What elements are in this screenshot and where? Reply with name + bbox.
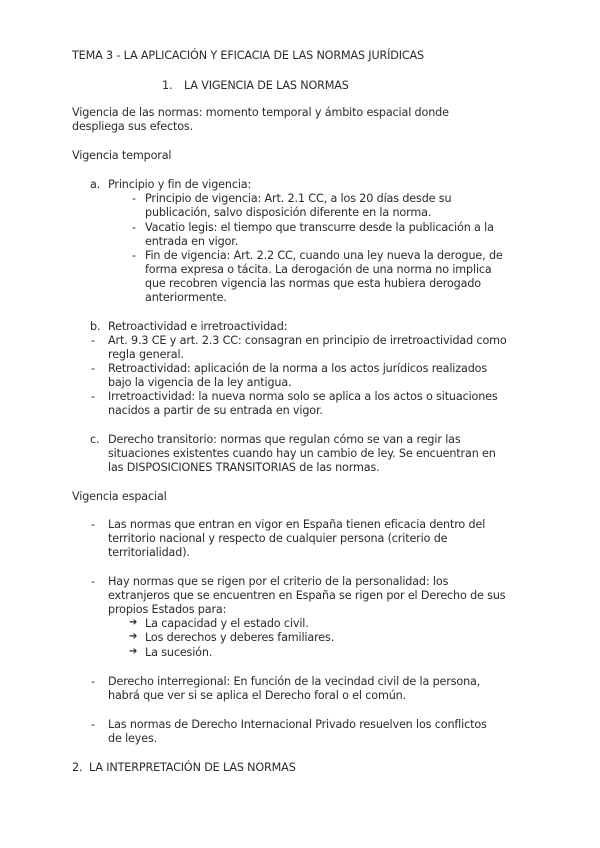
list-item-line: extranjeros que se encuentren en España se rigen por el Derecho de sus	[108, 589, 506, 602]
list-item-line: bajo la vigencia de la ley antigua.	[108, 376, 292, 389]
intro-line: Vigencia de las normas: momento temporal y ámbito espacial donde	[72, 106, 449, 119]
vigencia-temporal-heading: Vigencia temporal	[72, 149, 172, 162]
list-item-line: Art. 9.3 CE y art. 2.3 CC: consagran en principio de irretroactividad como	[108, 334, 507, 347]
arrow-bullet-icon: ➔	[129, 646, 138, 657]
list-item-line: Retroactividad: aplicación de la norma a los actos jurídicos realizados	[108, 362, 488, 375]
list-item-line: propios Estados para:	[108, 603, 227, 616]
list-item-line: Fin de vigencia: Art. 2.2 CC, cuando una ley nueva la derogue, de	[145, 249, 503, 262]
subsection-c-line: Derecho transitorio: normas que regulan cómo se van a regir las	[108, 433, 461, 446]
section-1-heading: LA VIGENCIA DE LAS NORMAS	[184, 79, 349, 92]
arrow-bullet-icon: ➔	[129, 631, 138, 642]
list-item-line: publicación, salvo disposición diferente en la norma.	[145, 206, 432, 219]
arrow-bullet-icon: ➔	[129, 617, 138, 628]
list-item-line: Las normas de Derecho Internacional Privado resuelven los conflictos	[108, 718, 487, 731]
list-item-line: de leyes.	[108, 732, 158, 745]
bullet-dash: -	[91, 575, 95, 588]
list-item-line: Las normas que entran en vigor en España tienen eficacia dentro del	[108, 518, 486, 531]
bullet-dash: -	[91, 362, 95, 375]
list-marker-a: a.	[90, 178, 101, 191]
list-item-line: territorialidad).	[108, 546, 190, 559]
list-item-line: Derecho interregional: En función de la vecindad civil de la persona,	[108, 675, 481, 688]
list-item-line: regla general.	[108, 348, 184, 361]
list-marker-b: b.	[90, 320, 101, 333]
sub-list-item: La sucesión.	[145, 646, 213, 659]
bullet-dash: -	[132, 192, 136, 205]
list-item-line: territorio nacional y respecto de cualquier persona (criterio de	[108, 532, 448, 545]
document-title: TEMA 3 - LA APLICACIÓN Y EFICACIA DE LAS NORMAS JURÍDICAS	[72, 49, 424, 62]
section-2-number: 2.	[72, 761, 83, 774]
bullet-dash: -	[91, 390, 95, 403]
list-item-line: anteriormente.	[145, 291, 227, 304]
list-item-line: entrada en vigor.	[145, 235, 239, 248]
subsection-c-line: las DISPOSICIONES TRANSITORIAS de las normas.	[108, 461, 380, 474]
list-item-line: habrá que ver si se aplica el Derecho foral o el común.	[108, 689, 407, 702]
bullet-dash: -	[91, 518, 95, 531]
bullet-dash: -	[91, 718, 95, 731]
list-item-line: forma expresa o tácita. La derogación de una norma no implica	[145, 263, 492, 276]
list-item-line: Hay normas que se rigen por el criterio de la personalidad: los	[108, 575, 449, 588]
bullet-dash: -	[91, 675, 95, 688]
list-marker-c: c.	[90, 433, 100, 446]
bullet-dash: -	[132, 249, 136, 262]
list-item-line: que recobren vigencia las normas que esta hubiera derogado	[145, 277, 481, 290]
section-2-heading: LA INTERPRETACIÓN DE LAS NORMAS	[89, 761, 296, 774]
subsection-b-label: Retroactividad e irretroactividad:	[108, 320, 288, 333]
sub-list-item: La capacidad y el estado civil.	[145, 617, 309, 630]
bullet-dash: -	[132, 221, 136, 234]
section-1-number: 1.	[162, 79, 173, 92]
list-item-line: nacidos a partir de su entrada en vigor.	[108, 404, 323, 417]
vigencia-espacial-heading: Vigencia espacial	[72, 490, 167, 503]
intro-line: despliega sus efectos.	[72, 120, 194, 133]
list-item-line: Vacatio legis: el tiempo que transcurre desde la publicación a la	[145, 221, 494, 234]
subsection-c-line: situaciones existentes cuando hay un cambio de ley. Se encuentran en	[108, 447, 496, 460]
subsection-a-label: Principio y fin de vigencia:	[108, 178, 252, 191]
list-item-line: Principio de vigencia: Art. 2.1 CC, a los 20 días desde su	[145, 192, 452, 205]
sub-list-item: Los derechos y deberes familiares.	[145, 631, 335, 644]
list-item-line: Irretroactividad: la nueva norma solo se aplica a los actos o situaciones	[108, 390, 498, 403]
bullet-dash: -	[91, 334, 95, 347]
